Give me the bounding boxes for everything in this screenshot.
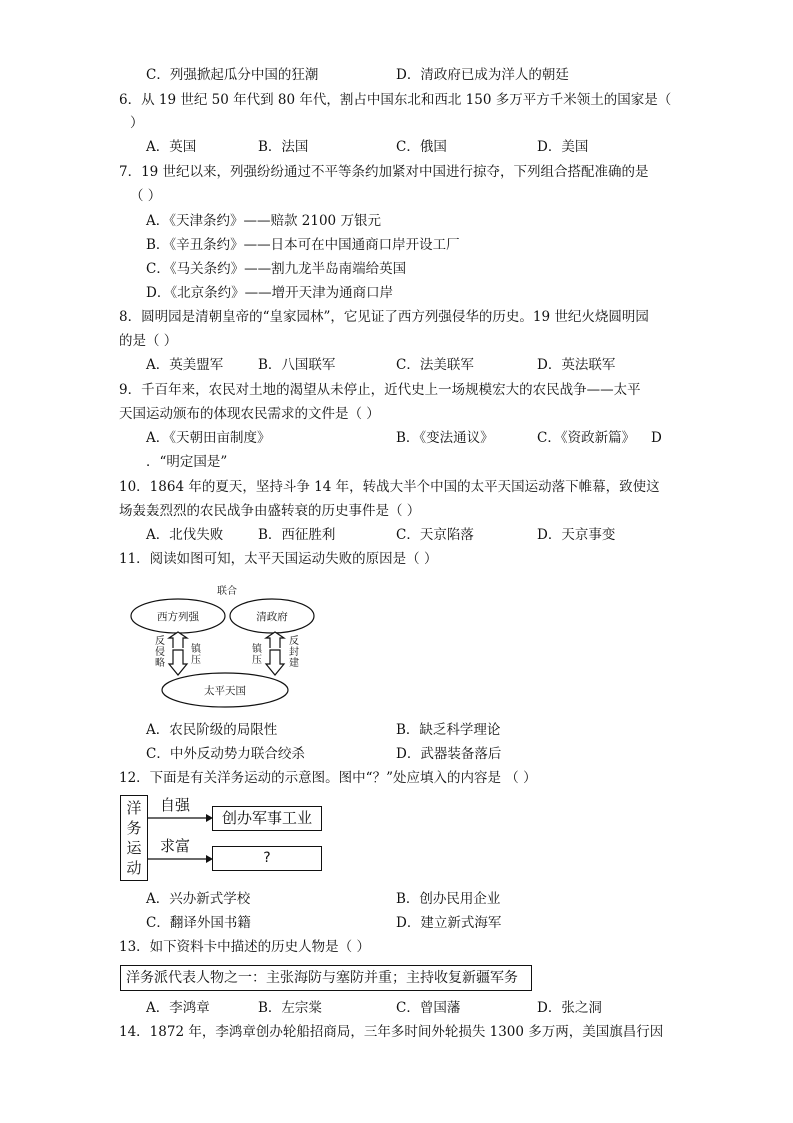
q13-option-b: B．左宗棠 [258,1000,322,1016]
q11-label-right-inner: 镇压 [252,644,262,666]
q12-arrow2-label: 求富 [160,837,191,855]
q8-option-c: C．法美联军 [396,357,474,373]
q13-option-a: A．李鸿章 [146,1000,210,1016]
q7-stem-line1: 7．19 世纪以来，列强纷纷通过不平等条约加紧对中国进行掠夺，下列组合搭配准确的是 [119,164,649,180]
q12-box1: 创办军事工业 [212,806,322,831]
q6-option-b: B．法国 [258,139,309,155]
q7-option-b: B．《辛丑条约》——日本可在中国通商口岸开设工厂 [146,237,460,253]
q9-option-d-letter: D [651,430,662,446]
q11-option-d: D．武器装备落后 [396,746,502,762]
q11-option-a: A．农民阶级的局限性 [146,722,278,738]
q9-stem-line2: 天国运动颁布的体现农民需求的文件是（ ） [119,406,380,422]
q11-right-node-label: 清政府 [256,611,288,623]
q13-option-c: C．曾国藩 [396,1000,461,1016]
q13-stem: 13．如下资料卡中描述的历史人物是（ ） [119,939,370,955]
q7-option-d: D．《北京条约》——增开天津为通商口岸 [146,285,394,301]
q12-option-d: D．建立新式海军 [396,915,502,931]
q12-arrow1-label: 自强 [160,796,191,814]
q6-option-d: D．美国 [537,139,589,155]
q12-option-a: A．兴办新式学校 [146,891,251,907]
q11-label-left-inner: 镇压 [191,644,201,666]
q9-stem-line1: 9．千百年来，农民对土地的渴望从未停止，近代史上一场规模宏大的农民战争——太平 [119,382,641,398]
q11-option-c: C．中外反动势力联合绞杀 [146,746,305,762]
q12-left-box [120,795,148,881]
q12-arrows [148,805,214,865]
q9-option-d-text: ．“明定国是” [146,454,228,470]
q11-bottom-node-label: 太平天国 [204,685,246,697]
q13-option-d: D．张之洞 [537,1000,602,1016]
q11-option-b: B．缺乏科学理论 [396,722,501,738]
q7-stem-line2: （ ） [130,188,162,204]
q13-info-card: 洋务派代表人物之一：主张海防与塞防并重；主持收复新疆军务 [120,965,532,991]
q6-option-a: A．英国 [146,139,197,155]
q11-left-node-label: 西方列强 [157,611,199,623]
q7-option-a: A．《天津条约》——赔款 2100 万银元 [146,213,381,229]
q11-left-double-arrow [169,632,187,675]
q8-option-b: B．八国联军 [258,357,336,373]
q10-option-d: D．天京事变 [537,527,616,543]
q9-option-b: B．《变法通议》 [396,430,494,446]
q10-option-b: B．西征胜利 [258,527,336,543]
q6-option-c: C．俄国 [396,139,447,155]
q11-label-right-outer: 反封建 [289,636,299,669]
q12-stem: 12．下面是有关洋务运动的示意图。图中“？”处应填入的内容是 （ ） [119,770,537,786]
q8-option-a: A．英美盟军 [146,357,224,373]
q6-stem-line2: ） [130,115,144,131]
q12-option-c: C．翻译外国书籍 [146,915,251,931]
q12-left-char-4: 动 [126,859,142,877]
q5-option-c: C．列强掀起瓜分中国的狂潮 [146,67,319,83]
q5-option-d: D．清政府已成为洋人的朝廷 [396,67,569,83]
q9-option-c: C．《资政新篇》 [537,430,636,446]
q6-stem-line1: 6．从 19 世纪 50 年代到 80 年代，割占中国东北和西北 150 多万平方千米领土的国家是（ [119,92,672,108]
q12-option-b: B．创办民用企业 [396,891,501,907]
q11-label-left-outer: 反侵略 [155,636,165,669]
q9-option-a: A．《天朝田亩制度》 [146,430,271,446]
q10-stem-line1: 10．1864 年的夏天，坚持斗争 14 年，转战大半个中国的太平天国运动落下帷幕，致使这 [119,479,660,495]
q11-diagram [120,580,320,710]
q12-left-char-2: 务 [126,819,142,837]
q12-box2: ? [212,846,322,871]
q10-option-c: C．天京陷落 [396,527,474,543]
q10-option-a: A．北伐失败 [146,527,224,543]
q7-option-c: C．《马关条约》——割九龙半岛南端给英国 [146,261,407,277]
q11-top-label: 联合 [217,586,237,597]
q12-left-char-1: 洋 [126,799,142,817]
q12-left-char-3: 运 [126,839,142,857]
q14-stem-line1: 14．1872 年，李鸿章创办轮船招商局，三年多时间外轮损失 1300 多万两，美国旗昌行因 [119,1024,664,1040]
q8-stem-line1: 8．圆明园是清朝皇帝的“皇家园林”，它见证了西方列强侵华的历史。19 世纪火烧圆明园 [119,309,649,325]
q8-option-d: D．英法联军 [537,357,616,373]
q11-right-double-arrow [266,632,284,675]
q8-stem-line2: 的是（ ） [119,333,178,349]
q11-stem: 11．阅读如图可知，太平天国运动失败的原因是（ ） [119,551,438,567]
q10-stem-line2: 场轰轰烈烈的农民战争由盛转衰的历史事件是（ ） [119,503,421,519]
